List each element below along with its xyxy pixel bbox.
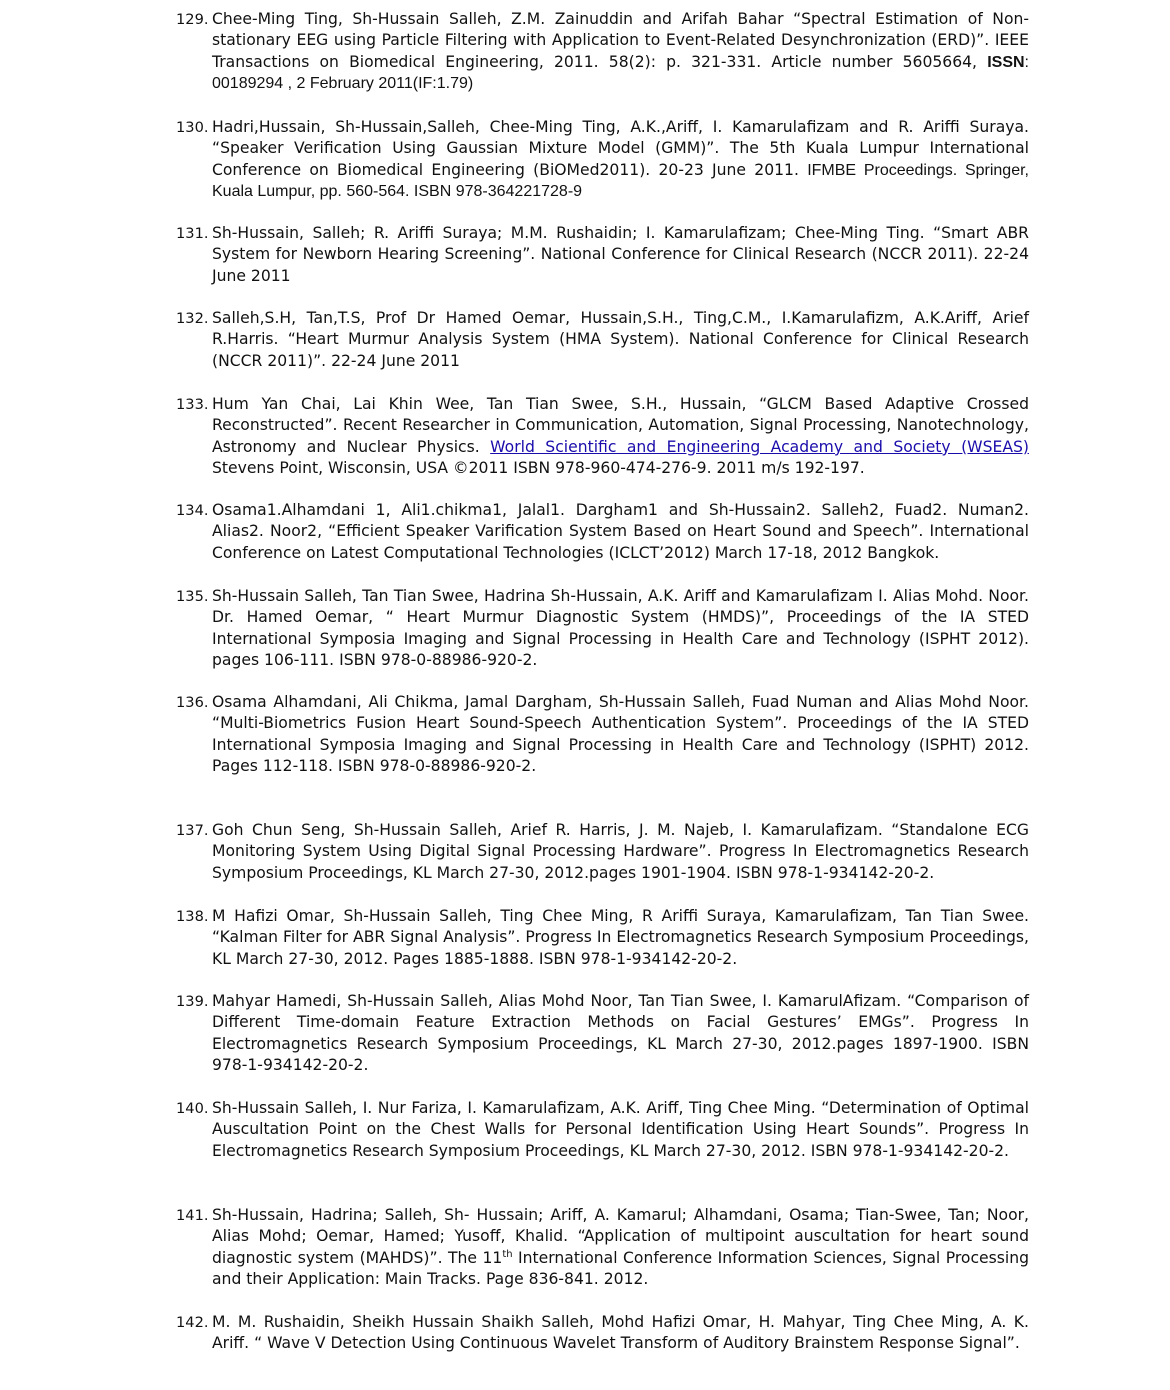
reference-entry-140: [176, 1098, 1036, 1162]
reference-entry-138: [176, 906, 1036, 970]
reference-text-part: Sh-Hussain, Hadrina; Salleh, Sh- Hussain; Ariff, A. Kamarul; Alhamdani, Osama; Tian-Swee, Tan; Noor, Alias Mohd; Oemar, Hamed; Yusoff, Khalid. “Application of multipoint auscultation for heart sound diagnostic system (MAHDS)”. The 11: [212, 1206, 1029, 1267]
ordinal-superscript: th: [502, 1248, 513, 1260]
reference-number: 131.: [176, 225, 209, 242]
reference-text: Sh-Hussain, Salleh; R. Ariffi Suraya; M.M. Rushaidin; I. Kamarulafizam; Chee-Ming Ting. “Smart ABR System for Newborn Hearing Screening”. National Conference for Clinical Research (NCCR 2011). 22-24 June 2011: [212, 224, 1029, 285]
reference-text-part: Hum Yan Chai, Lai Khin Wee, Tan Tian Swee, S.H., Hussain, “GLCM Based Adaptive Crossed Reconstructed”. Recent Researcher in Communication, Automation, Signal Processing, Nanotechnology, Astronomy and Nuclear Physics.: [212, 395, 1029, 456]
reference-entry-131: [176, 223, 1036, 287]
reference-entry-132: [176, 308, 1036, 372]
reference-number: 136.: [176, 694, 209, 711]
reference-text: Sh-Hussain Salleh, Tan Tian Swee, Hadrina Sh-Hussain, A.K. Ariff and Kamarulafizam I. Alias Mohd. Noor. Dr. Hamed Oemar, “ Heart Murmur Diagnostic System (HMDS)”, Proceedings of the IA STED International Symposia Imaging and Signal Processing in Health Care and Technology (ISPHT 2012). pages 106-111. ISBN 978-0-88986-920-2.: [212, 587, 1029, 670]
reference-number: 140.: [176, 1100, 209, 1117]
reference-text: [212, 394, 1029, 480]
reference-number: 132.: [176, 310, 209, 327]
issn-label: ISSN: [987, 53, 1025, 71]
reference-number: 142.: [176, 1314, 209, 1331]
reference-entry-133: [176, 394, 1036, 480]
reference-text: Salleh,S.H, Tan,T.S, Prof Dr Hamed Oemar, Hussain,S.H., Ting,C.M., I.Kamarulafizm, A.K.Ariff, Arief R.Harris. “Heart Murmur Analysis System (HMA System). National Conference for Clinical Research (NCCR 2011)”. 22-24 June 2011: [212, 309, 1029, 370]
reference-entry-134: [176, 500, 1036, 564]
reference-entry-142: [176, 1312, 1036, 1355]
reference-text: Osama1.Alhamdani 1, Ali1.chikma1, Jalal1. Dargham1 and Sh-Hussain2. Salleh2, Fuad2. Numan2. Alias2. Noor2, “Efficient Speaker Varification System Based on Heart Sound and Speech”. International Conference on Latest Computational Technologies (ICLCT’2012) March 17-18, 2012 Bangkok.: [212, 501, 1029, 562]
reference-text: M Hafizi Omar, Sh-Hussain Salleh, Ting Chee Ming, R Ariffi Suraya, Kamarulafizam, Tan Tian Swee. “Kalman Filter for ABR Signal Analysis”. Progress In Electromagnetics Research Symposium Proceedings, KL March 27-30, 2012. Pages 1885-1888. ISBN 978-1-934142-20-2.: [212, 907, 1029, 968]
reference-entry-137: [176, 820, 1036, 884]
wseas-link[interactable]: World Scientific and Engineering Academy and Society (WSEAS): [490, 437, 1029, 456]
reference-number: 135.: [176, 588, 209, 605]
reference-number: 133.: [176, 396, 209, 413]
reference-number: 137.: [176, 822, 209, 839]
reference-number: 138.: [176, 908, 209, 925]
reference-entry-135: [176, 586, 1036, 672]
reference-text: Osama Alhamdani, Ali Chikma, Jamal Dargham, Sh-Hussain Salleh, Fuad Numan and Alias Mohd Noor. “Multi-Biometrics Fusion Heart Sound-Speech Authentication System”. Proceedings of the IA STED International Symposia Imaging and Signal Processing in Health Care and Technology (ISPHT) 2012. Pages 112-118. ISBN 978-0-88986-920-2.: [212, 693, 1029, 776]
reference-entry-136: [176, 692, 1036, 778]
reference-text-part: Hadri,Hussain, Sh-Hussain,Salleh, Chee-Ming Ting, A.K.,Ariff, I. Kamarulafizam and R. Ariffi Suraya. “Speaker Verification Using Gaussian Mixture Model (GMM)”. The 5th Kuala Lumpur International Conference on Biomedical Engineering (BiOMed2011). 20-23 June 2011.: [212, 118, 1029, 179]
reference-text: Goh Chun Seng, Sh-Hussain Salleh, Arief R. Harris, J. M. Najeb, I. Kamarulafizam. “Standalone ECG Monitoring System Using Digital Signal Processing Hardware”. Progress In Electromagnetics Research Symposium Proceedings, KL March 27-30, 2012.pages 1901-1904. ISBN 978-1-934142-20-2.: [212, 821, 1029, 882]
reference-number: 141.: [176, 1207, 209, 1224]
reference-entry-130: [176, 117, 1036, 203]
reference-entry-129: [176, 9, 1036, 95]
reference-text-part: IFMBE Proceedings. Springer, Kuala Lumpur, pp. 560-564. ISBN 978-364221728-9: [212, 161, 1029, 201]
reference-number: 139.: [176, 993, 209, 1010]
reference-text: [212, 1205, 1029, 1291]
reference-text: M. M. Rushaidin, Sheikh Hussain Shaikh Salleh, Mohd Hafizi Omar, H. Mahyar, Ting Chee Ming, A. K. Ariff. “ Wave V Detection Using Continuous Wavelet Transform of Auditory Brainstem Response Signal”.: [212, 1313, 1029, 1353]
reference-number: 134.: [176, 502, 209, 519]
reference-text-part: International Conference Information Sciences, Signal Processing and their Application: Main Tracks. Page 836-841. 2012.: [212, 1248, 1029, 1289]
reference-text: [212, 117, 1029, 203]
reference-text-part: : 00189294 , 2 February 2011(IF:1.79): [212, 53, 1029, 93]
reference-number: 130.: [176, 119, 209, 136]
reference-text: [212, 9, 1029, 95]
reference-entry-141: [176, 1205, 1036, 1291]
reference-text: Sh-Hussain Salleh, I. Nur Fariza, I. Kamarulafizam, A.K. Ariff, Ting Chee Ming. “Determination of Optimal Auscultation Point on the Chest Walls for Personal Identification Using Heart Sounds”. Progress In Electromagnetics Research Symposium Proceedings, KL March 27-30, 2012. ISBN 978-1-934142-20-2.: [212, 1099, 1029, 1160]
reference-text-part: Stevens Point, Wisconsin, USA ©2011 ISBN 978-960-474-276-9. 2011 m/s 192-197.: [212, 459, 865, 478]
reference-text: Mahyar Hamedi, Sh-Hussain Salleh, Alias Mohd Noor, Tan Tian Swee, I. KamarulAfizam. “Comparison of Different Time-domain Feature Extraction Methods on Facial Gestures’ EMGs”. Progress In Electromagnetics Research Symposium Proceedings, KL March 27-30, 2012.pages 1897-1900. ISBN 978-1-934142-20-2.: [212, 992, 1029, 1075]
reference-entry-139: [176, 991, 1036, 1077]
reference-text-part: Chee-Ming Ting, Sh-Hussain Salleh, Z.M. Zainuddin and Arifah Bahar “Spectral Estimation of Non-stationary EEG using Particle Filtering with Application to Event-Related Desynchronization (ERD)”. IEEE Transactions on Biomedical Engineering, 2011. 58(2): p. 321-331. Article number 5605664,: [212, 10, 1029, 71]
reference-number: 129.: [176, 11, 209, 28]
